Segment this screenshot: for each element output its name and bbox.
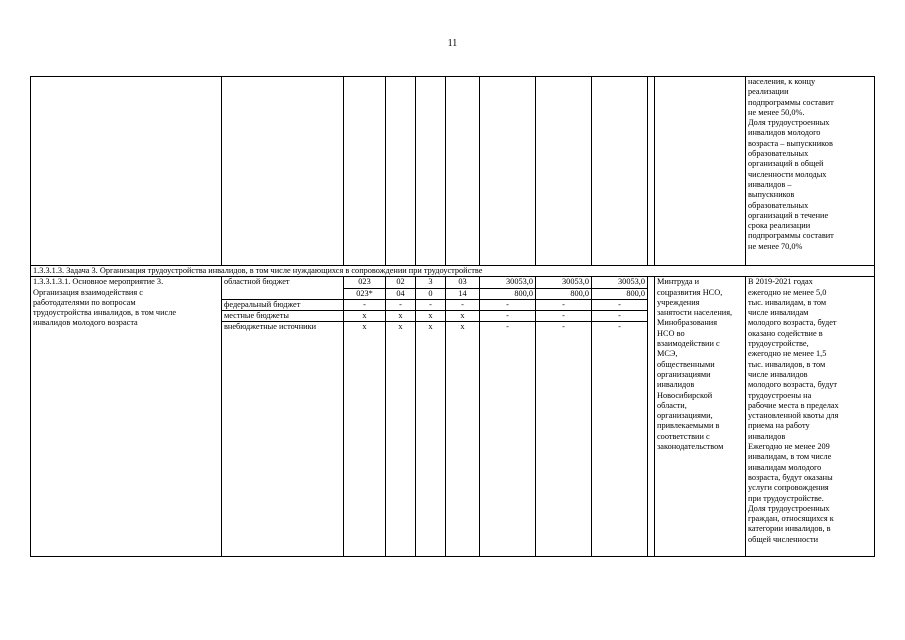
top-result-line: образовательных <box>748 200 809 210</box>
top-result-line: инвалидов – <box>748 179 792 189</box>
cell-empty <box>446 333 480 557</box>
event-name-line: работодателями по вопросам <box>33 297 136 307</box>
funding-value: - <box>480 322 536 333</box>
top-result-line: Доля трудоустроенных <box>748 118 830 128</box>
event-name-line: инвалидов молодого возраста <box>33 318 138 328</box>
cell-empty <box>592 333 648 557</box>
executor-line: законодательством <box>657 442 724 452</box>
event-result-line: инвалидам молодого <box>748 462 822 472</box>
funding-value: 800,0 <box>480 288 536 299</box>
top-result-line: выпускников <box>748 190 795 200</box>
event-result-line: трудоустроены на <box>748 390 812 400</box>
budget-code: х <box>344 322 386 333</box>
event-result-line: установленной квоты для <box>748 411 839 421</box>
budget-code: - <box>386 299 416 310</box>
event-result-line: услуги сопровождения <box>748 483 829 493</box>
cell-empty <box>592 77 648 266</box>
budget-code: х <box>446 311 480 322</box>
executor-line: взаимодействии с <box>657 339 720 349</box>
event-result-line: молодого возраста, будут <box>748 380 838 390</box>
event-result-line: рабочие места в пределах <box>748 400 839 410</box>
executor-line: НСО во <box>657 328 685 338</box>
event-result-line: Ежегодно не менее 209 <box>748 442 830 452</box>
cell-empty <box>446 77 480 266</box>
funding-source: областной бюджет <box>222 277 344 288</box>
budget-code: 0 <box>416 288 446 299</box>
top-result-line: организаций в течение <box>748 210 829 220</box>
event-result-line: оказано содействие в <box>748 328 823 338</box>
funding-value: - <box>536 311 592 322</box>
cell-empty <box>648 77 655 266</box>
executor-line: области, <box>657 400 687 410</box>
event-name-line: 1.3.3.1.3.1. Основное мероприятие 3. <box>33 277 164 287</box>
cell-empty <box>344 333 386 557</box>
cell-empty <box>416 77 446 266</box>
funding-value: - <box>592 322 648 333</box>
budget-code: 3 <box>416 277 446 288</box>
event-result-line: числе инвалидам <box>748 308 809 318</box>
event-result-line: общей численности <box>748 534 819 544</box>
cell-empty <box>386 333 416 557</box>
cell-empty <box>31 77 222 266</box>
cell-empty <box>222 333 344 557</box>
top-result-line: инвалидов молодого <box>748 128 821 138</box>
funding-value: - <box>592 311 648 322</box>
cell-empty <box>536 333 592 557</box>
funding-value: - <box>480 311 536 322</box>
event-result-line: ежегодно не менее 5,0 <box>748 287 827 297</box>
top-result-line: возраста – выпускников <box>748 138 833 148</box>
budget-code: - <box>446 299 480 310</box>
funding-value: 30053,0 <box>592 277 648 288</box>
cell-empty <box>386 77 416 266</box>
event-name-line: Организация взаимодействия с <box>33 287 143 297</box>
top-result-line: численности молодых <box>748 169 827 179</box>
executor-line: МСЭ, <box>657 349 678 359</box>
cell-empty <box>648 277 655 557</box>
budget-code: х <box>446 322 480 333</box>
cell-empty <box>480 333 536 557</box>
continuation-row <box>31 77 875 266</box>
cell-empty <box>536 77 592 266</box>
top-result-line: образовательных <box>748 149 809 159</box>
budget-code: х <box>344 311 386 322</box>
funding-value: 800,0 <box>592 288 648 299</box>
funding-source: федеральный бюджет <box>222 299 344 310</box>
budget-code: х <box>416 311 446 322</box>
executor-line: инвалидов <box>657 380 695 390</box>
funding-value: - <box>480 299 536 310</box>
event-result-line: молодого возраста, будет <box>748 318 837 328</box>
event-result-line: инвалидам, в том числе <box>748 452 832 462</box>
funding-source: местные бюджеты <box>222 311 344 322</box>
event-result-line: граждан, относящихся к <box>748 514 834 524</box>
executor-line: занятости населения, <box>657 308 733 318</box>
top-result-cell <box>746 77 875 266</box>
cell-empty <box>222 77 344 266</box>
budget-code: 04 <box>386 288 416 299</box>
event-result-line: трудоустройстве, <box>748 339 809 349</box>
budget-code: 023* <box>344 288 386 299</box>
executor-line: соцразвития НСО, <box>657 287 723 297</box>
funding-value: 800,0 <box>536 288 592 299</box>
budget-code: - <box>344 299 386 310</box>
budget-code: х <box>416 322 446 333</box>
top-result-line: не менее 50,0%. <box>748 107 805 117</box>
executor-line: учреждения <box>657 297 700 307</box>
executor-cell <box>655 277 746 557</box>
task-heading: 1.3.3.1.3. Задача 3. Организация трудоустройства инвалидов, в том числе нуждающихся в сопровождении при трудоустройстве <box>31 266 875 277</box>
budget-code: 02 <box>386 277 416 288</box>
event-name-line: трудоустройства инвалидов, в том числе <box>33 308 177 318</box>
funding-source <box>222 288 344 299</box>
budget-code: х <box>386 322 416 333</box>
top-result-line: подпрограммы составит <box>748 231 834 241</box>
funding-row <box>31 277 875 288</box>
top-result-line: не менее 70,0% <box>748 241 803 251</box>
funding-value: - <box>592 299 648 310</box>
budget-code: 03 <box>446 277 480 288</box>
budget-code: - <box>416 299 446 310</box>
budget-code: 14 <box>446 288 480 299</box>
budget-code: 023 <box>344 277 386 288</box>
event-result-line: при трудоустройстве. <box>748 493 824 503</box>
event-result-line: числе инвалидов <box>748 369 808 379</box>
funding-value: 30053,0 <box>536 277 592 288</box>
cell-empty <box>480 77 536 266</box>
event-result-line: категории инвалидов, в <box>748 524 831 534</box>
event-result-line: ежегодно не менее 1,5 <box>748 349 827 359</box>
executor-line: Минобразования <box>657 318 718 328</box>
budget-code: х <box>386 311 416 322</box>
top-result-line: организаций в общей <box>748 159 824 169</box>
funding-value: - <box>536 299 592 310</box>
top-result-line: срока реализации <box>748 221 811 231</box>
executor-line: организациями <box>657 369 711 379</box>
executor-line: Минтруда и <box>657 277 700 287</box>
event-result-line: В 2019-2021 годах <box>748 277 813 287</box>
funding-value: 30053,0 <box>480 277 536 288</box>
task-row <box>31 266 875 277</box>
event-result-line: инвалидов <box>748 431 786 441</box>
program-table <box>30 76 875 557</box>
event-result-line: Доля трудоустроенных <box>748 503 830 513</box>
event-result-cell <box>746 277 875 557</box>
event-result-line: возраста, будут оказаны <box>748 472 833 482</box>
executor-line: привлекаемыми в <box>657 421 720 431</box>
top-result-line: реализации <box>748 87 789 97</box>
cell-empty <box>416 333 446 557</box>
event-name-cell <box>31 277 222 557</box>
cell-empty <box>344 77 386 266</box>
top-result-line: подпрограммы составит <box>748 97 834 107</box>
event-result-line: тыс. инвалидам, в том <box>748 297 827 307</box>
event-result-line: приема на работу <box>748 421 810 431</box>
funding-value: - <box>536 322 592 333</box>
executor-line: Новосибирской <box>657 390 713 400</box>
executor-line: соответствии с <box>657 431 710 441</box>
executor-line: общественными <box>657 359 715 369</box>
top-result-line: населения, к концу <box>748 77 816 86</box>
funding-source: внебюджетные источники <box>222 322 344 333</box>
executor-line: организациями, <box>657 411 713 421</box>
event-result-line: тыс. инвалидов, в том <box>748 359 826 369</box>
cell-empty <box>655 77 746 266</box>
page-number: 11 <box>447 38 458 49</box>
